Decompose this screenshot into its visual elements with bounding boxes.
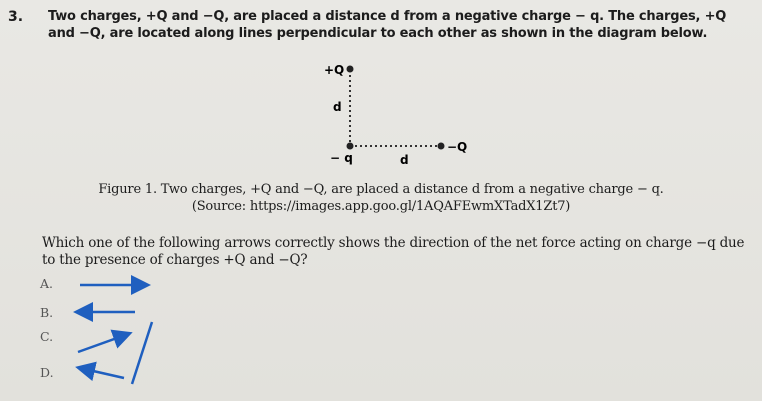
label-plus-q: +Q [324,63,345,77]
question-text: Two charges, +Q and −Q, are placed a distance d from a negative charge − q. The charges, +Q and −Q, are located along lines perpendicular to each other as shown in the diagram below. [48,9,727,41]
label-minus-big-q: −Q [447,140,468,154]
diagonal-line-icon [132,322,152,384]
figure-caption: Figure 1. Two charges, +Q and −Q, are placed a distance d from a negative charge − q. [98,182,664,197]
option-d-label[interactable]: D. [40,365,54,380]
label-minus-q: − q [330,151,353,165]
option-a-label[interactable]: A. [40,276,54,291]
up-left-arrow-icon [80,368,124,378]
option-b-label[interactable]: B. [40,305,54,320]
label-d-vertical: d [333,100,342,114]
label-d-horizontal: d [400,153,409,167]
question-prompt: Which one of the following arrows correctly shows the direction of the net force acting on charge −q due to the presence of charges +Q and −Q? [42,235,745,268]
figure-source: (Source: https://images.app.goo.gl/1AQAFEwmXTadX1Zt7) [191,199,571,214]
option-c-label[interactable]: C. [40,329,54,344]
question-number: 3. [8,9,24,25]
up-right-arrow-icon [78,334,128,352]
